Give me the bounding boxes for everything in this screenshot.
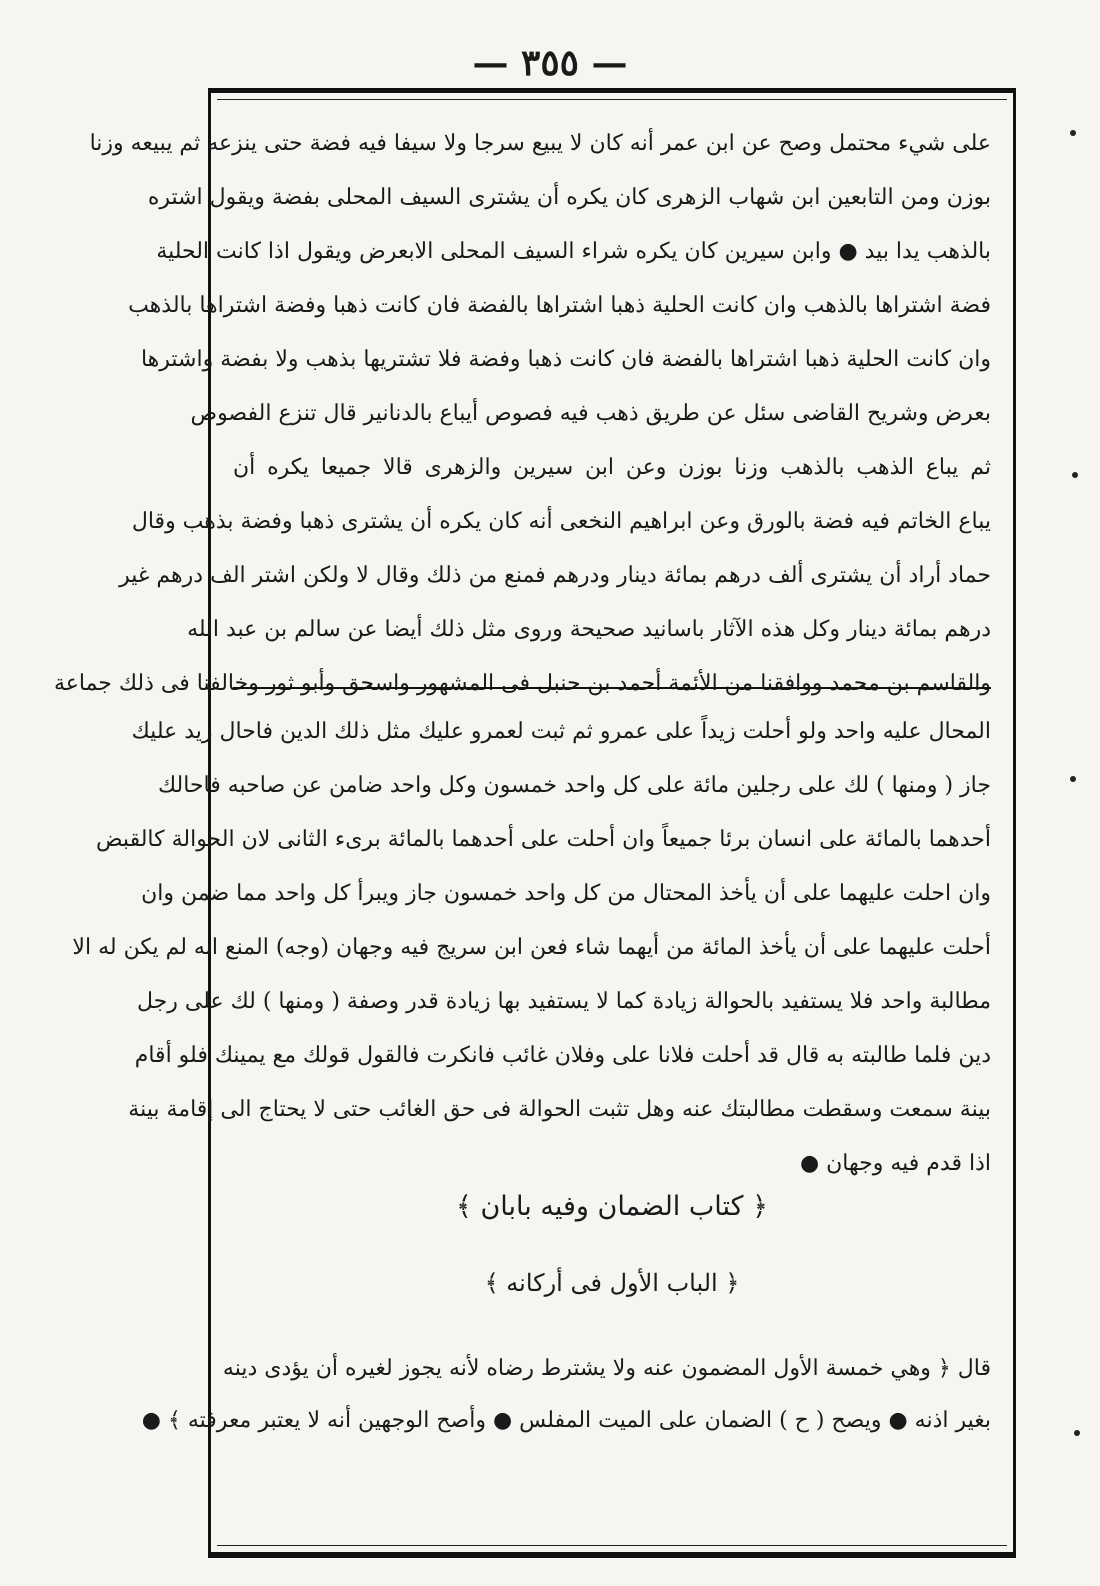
commentary-line: درهم بمائة دينار وكل هذه الآثار باسانيد صحيحة وروى مثل ذلك أيضا عن سالم بن عبد الله bbox=[187, 617, 991, 642]
book-heading: ﴿ كتاب الضمان وفيه بابان ﴾ bbox=[456, 1191, 768, 1222]
main-text-line: وان احلت عليهما على أن يأخذ المحتال من كل واحد خمسون جاز ويبرأ كل واحد مما ضمن وان bbox=[141, 881, 991, 906]
chapter-text-line: قال ﴿ وهي خمسة الأول المضمون عنه ولا يشترط رضاه لأنه يجوز لغيره أن يؤدى دينه bbox=[222, 1356, 991, 1381]
commentary-line: فضة اشتراها بالذهب وان كانت الحلية ذهبا اشتراها بالفضة فان كانت ذهبا وفضة اشتراها بالذهب bbox=[128, 293, 991, 318]
main-text-line: المحال عليه واحد ولو أحلت زيداً على عمرو ثم ثبت لعمرو عليك مثل ذلك الدين فاحال زيد عليك bbox=[131, 719, 991, 744]
main-text-line: مطالبة واحد فلا يستفيد بالحوالة زيادة كما لا يستفيد بها زيادة قدر وصفة ( ومنها ) لك على رجل bbox=[137, 989, 991, 1014]
margin-mark bbox=[1072, 472, 1078, 478]
chapter-text-line: بغير اذنه ● ويصح ( ح ) الضمان على الميت المفلس ● وأصح الوجهين أنه لا يعتبر معرفته ﴾ ● bbox=[141, 1408, 991, 1433]
commentary-line: حماد أراد أن يشترى ألف درهم بمائة دينار ودرهم فمنع من ذلك وقال لا ولكن اشتر الف درهم غير bbox=[119, 563, 991, 588]
main-text-line: أحدهما بالمائة على انسان برئا جميعاً وان أحلت على أحدهما بالمائة برىء الثانى لان الحوالة كالقبض bbox=[95, 827, 991, 852]
main-text-line: بينة سمعت وسقطت مطالبتك عنه وهل تثبت الحوالة فى حق الغائب حتى لا يحتاج الى إقامة بينة bbox=[128, 1097, 991, 1122]
commentary-line: والقاسم بن محمد ووافقنا من الأئمة أحمد بن حنبل فى المشهور واسحق وأبو ثور وخالفنا فى ذلك جماعة bbox=[53, 671, 991, 696]
commentary-line: على شيء محتمل وصح عن ابن عمر أنه كان لا يبيع سرجا ولا سيفا فيه فضة حتى ينزعه ثم يبيعه وزنا bbox=[89, 131, 991, 156]
commentary-line: بالذهب يدا بيد ● وابن سيرين كان يكره شراء السيف المحلى الابعرض ويقول اذا كانت الحلية bbox=[156, 239, 991, 264]
commentary-line: يباع الخاتم فيه فضة بالورق وعن ابراهيم النخعى أنه كان يكره أن يشترى ذهبا وفضة بذهب وقال bbox=[131, 509, 991, 534]
main-text-line: اذا قدم فيه وجهان ● bbox=[799, 1151, 991, 1176]
main-text-line: دين فلما طالبته به قال قد أحلت فلانا على وفلان غائب فانكرت فالقول قولك مع يمينك فلو أقام bbox=[134, 1043, 991, 1068]
margin-mark bbox=[1070, 130, 1076, 136]
margin-mark bbox=[1070, 776, 1076, 782]
main-text-block bbox=[72, 705, 991, 1191]
commentary-block bbox=[53, 117, 991, 711]
chapter-text-block bbox=[141, 1343, 991, 1447]
chapter-heading: ﴿ الباب الأول فى أركانه ﴾ bbox=[484, 1269, 740, 1297]
commentary-line: بعرض وشريح القاضى سئل عن طريق ذهب فيه فصوص أيباع بالدنانير قال تنزع الفصوص bbox=[190, 401, 991, 426]
section-separator bbox=[233, 687, 991, 689]
margin-mark bbox=[1074, 1430, 1080, 1436]
page-frame bbox=[53, 88, 1016, 1558]
page-number: — ٣٥٥ — bbox=[472, 42, 628, 84]
main-text-line: أحلت عليهما على أن يأخذ المائة من أيهما شاء فعن ابن سريج فيه وجهان (وجه) المنع انه لم يكن له الا bbox=[72, 935, 991, 960]
commentary-line: بوزن ومن التابعين ابن شهاب الزهرى كان يكره أن يشترى السيف المحلى بفضة ويقول اشتره bbox=[147, 185, 991, 210]
main-text-line: جاز ( ومنها ) لك على رجلين مائة على كل واحد خمسون وكل واحد ضامن عن صاحبه فاحالك bbox=[157, 773, 991, 798]
commentary-line: ثم يباع الذهب بالذهب وزنا بوزن وعن ابن سيرين والزهرى قالا جميعا يكره أن bbox=[233, 455, 991, 480]
commentary-line: وان كانت الحلية ذهبا اشتراها بالفضة فان كانت ذهبا وفضة فلا تشتريها بذهب ولا بفضة واشترها bbox=[140, 347, 991, 372]
